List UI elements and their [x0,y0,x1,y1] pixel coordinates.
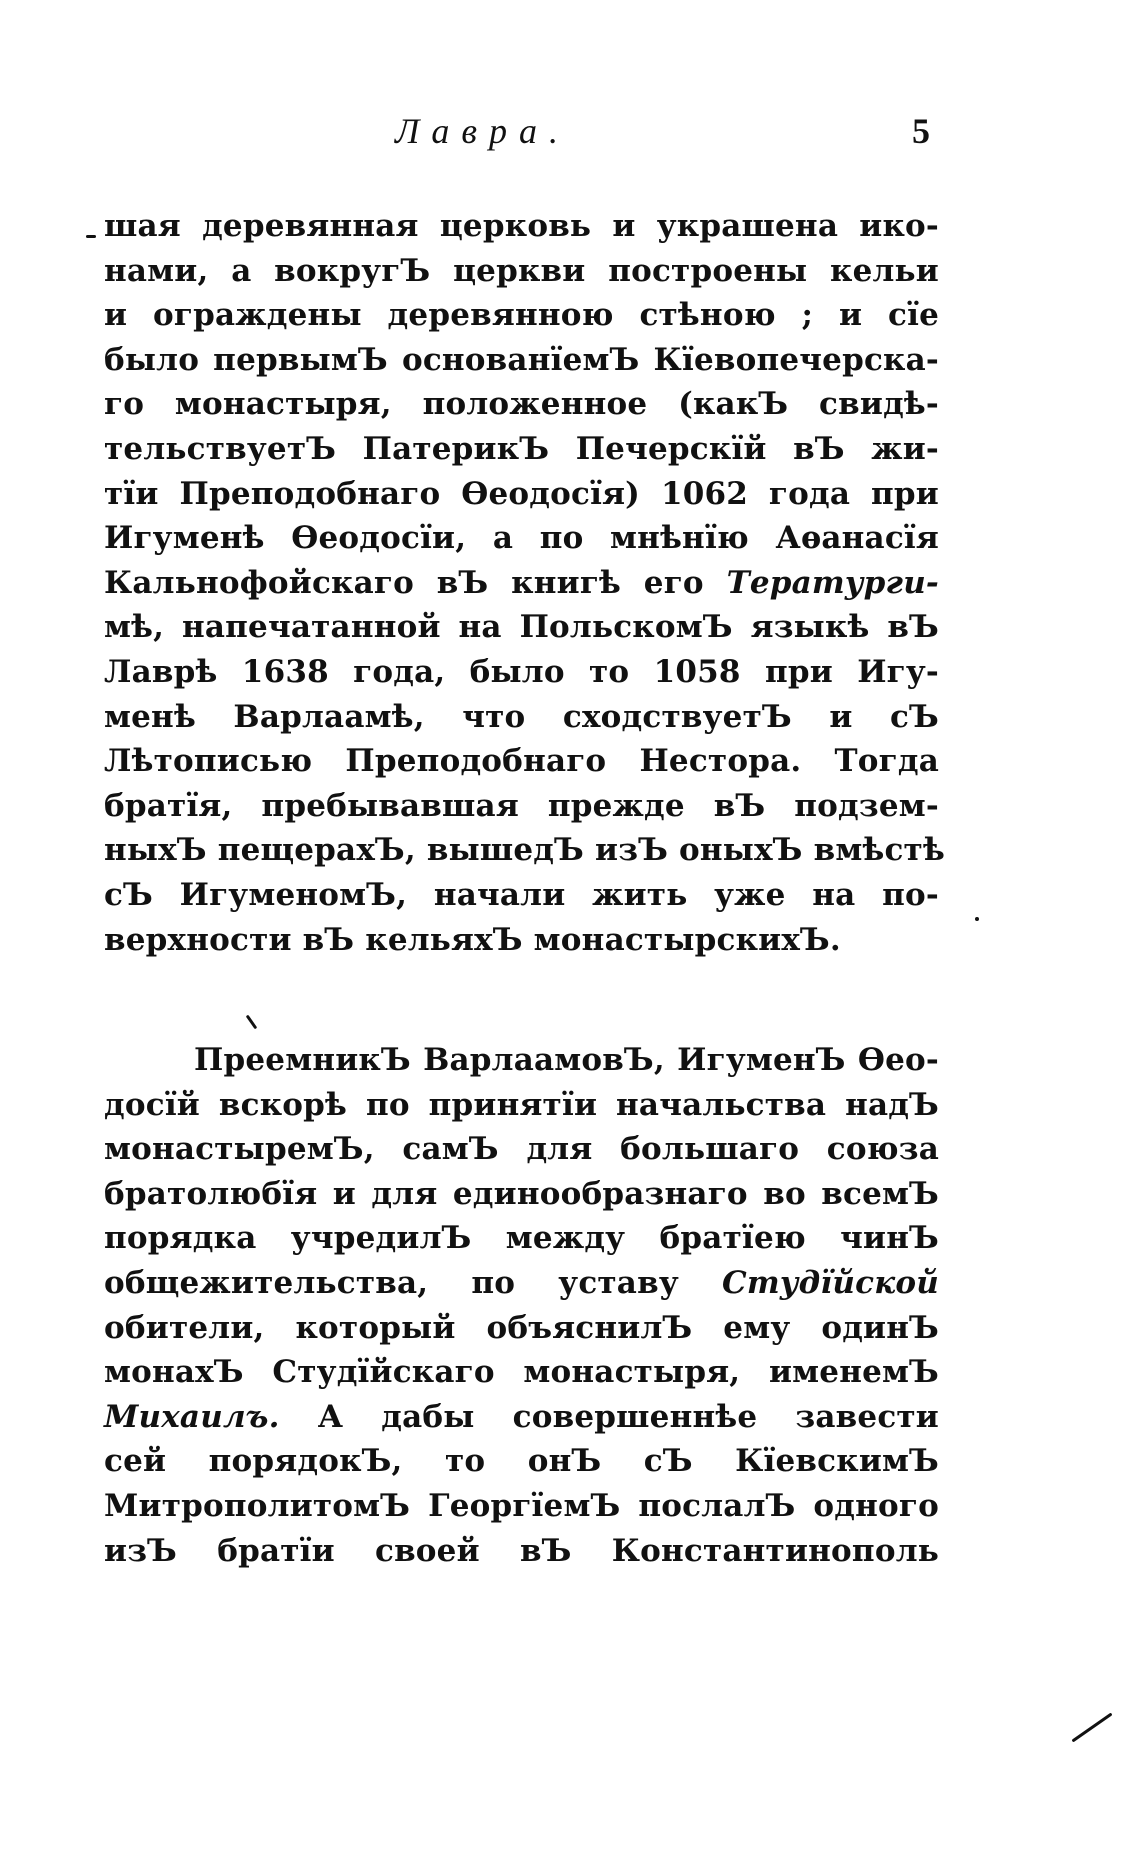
text-line: МитрополитомЪ ГеоргїемЪ послалЪ одного [104,1487,939,1524]
ink-dot-mark [975,917,979,921]
text-line: го монастыря, положенное (какЪ свидѣ- [104,386,939,423]
ink-tick-mark [246,1015,258,1030]
text-line-with-italic [104,561,939,606]
text-line: обители, который объяснилЪ ему одинЪ [104,1309,939,1346]
text-line: менѣ Варлаамѣ, что сходствуетЪ и сЪ [104,698,939,735]
text-line: сЪ ИгуменомЪ, начали жить уже на по- [104,876,939,913]
text-line: братолюбїя и для единообразнаго во всемЪ [104,1175,939,1212]
text-line: порядка учредилЪ между братїею чинЪ [104,1220,939,1257]
text-line: Лаврѣ 1638 года, было то 1058 при Игу- [104,653,939,690]
text-fragment: Кальнофойскаго вЪ книгѣ его [104,564,704,601]
page-number: 5 [912,111,930,151]
paragraph-2 [104,1038,939,1573]
italic-word: Тературги- [726,564,939,601]
ink-stroke-mark [1071,1713,1112,1743]
text-line: досїй вскорѣ по принятїи начальства надЪ [104,1086,939,1123]
text-line: изЪ братїи своей вЪ Константинополь [104,1532,939,1569]
text-line-with-italic [104,1261,939,1306]
text-line: нами, а вокругЪ церкви построены кельи [104,252,939,289]
text-line: мѣ, напечатанной на ПольскомЪ языкѣ вЪ [104,609,939,646]
text-line: монастыремЪ, самЪ для большаго союза [104,1131,939,1168]
text-line: и ограждены деревянною стѣною ; и сїе [104,297,939,334]
text-line: Игуменѣ Ѳеодосїи, а по мнѣнїю Аѳанасїя [104,520,939,557]
text-line: тїи Преподобнаго Ѳеодосїя) 1062 года при [104,475,939,512]
text-line: ныхЪ пещерахЪ, вышедЪ изЪ оныхЪ вмѣстѣ [104,832,945,869]
text-fragment: общежительства, по уставу [104,1264,679,1301]
text-line: шая деревянная церковь и украшена ико- [104,208,939,244]
text-line: Лѣтописью Преподобнаго Нестора. Тогда [104,743,939,780]
text-line: было первымЪ основанїемЪ Кїевопечерска- [104,341,939,378]
running-head: Лавра. [395,111,571,151]
text-line-with-italic [104,1395,939,1440]
text-fragment: А дабы совершеннѣе завести [317,1398,939,1435]
text-line: верхности вЪ кельяхЪ монастырскихЪ. [104,921,841,958]
ink-dash-mark [86,235,96,238]
italic-word: Михаилъ. [104,1398,280,1435]
text-line: ПреемникЪ ВарлаамовЪ, ИгуменЪ Ѳео- [194,1042,939,1078]
text-line: братїя, пребывавшая прежде вЪ подзем- [104,787,939,824]
text-line: монахЪ Студїйскаго монастыря, именемЪ [104,1354,939,1391]
italic-word: Студїйской [722,1264,939,1301]
text-line: сей порядокЪ, то онЪ сЪ КїевскимЪ [104,1443,939,1480]
text-line: тельствуетЪ ПатерикЪ Печерскїй вЪ жи- [104,430,939,467]
paragraph-1 [104,204,945,962]
